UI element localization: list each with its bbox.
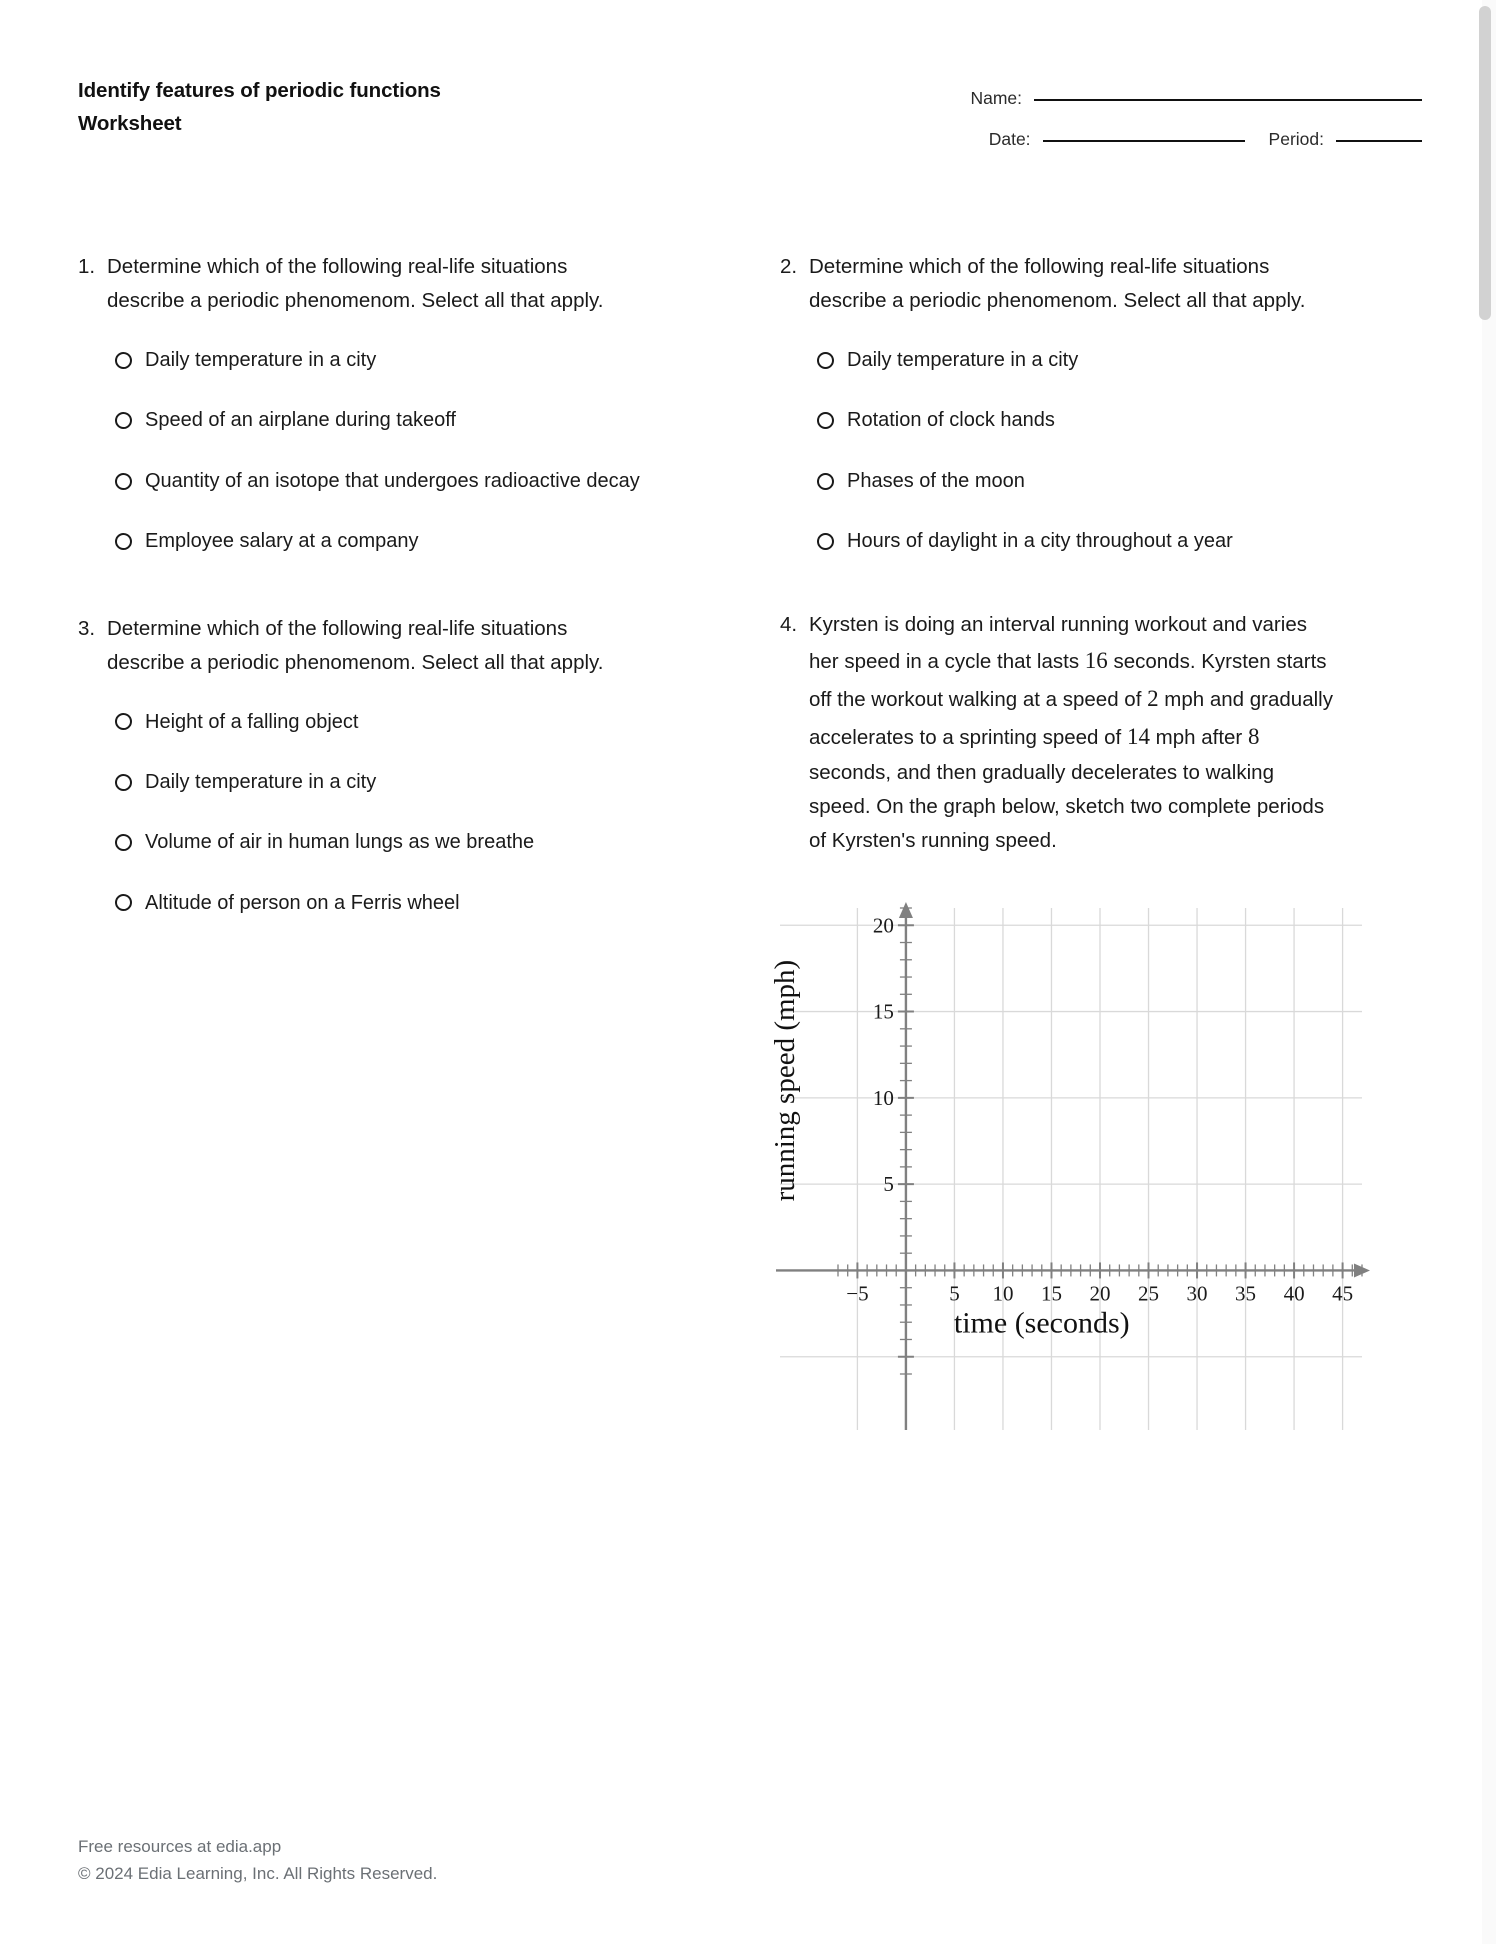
radio-button-icon[interactable]: [115, 834, 132, 851]
questions-container: [78, 250, 1422, 1439]
question-4-number: 4.: [780, 612, 798, 636]
question-4: [770, 608, 1452, 1440]
date-input-line[interactable]: [1043, 140, 1245, 142]
y-axis-label: running speed (mph): [770, 959, 801, 1202]
radio-button-icon[interactable]: [817, 352, 834, 369]
radio-button-icon[interactable]: [817, 473, 834, 490]
math-value: 8: [1247, 723, 1260, 749]
x-axis-tick-label: 45: [1332, 1281, 1354, 1306]
radio-button-icon[interactable]: [115, 533, 132, 550]
option-label: Speed of an airplane during takeoff: [145, 409, 456, 432]
date-period-field-row: [922, 129, 1422, 150]
student-info-fields: [922, 74, 1422, 150]
question-2-prompt-block: [780, 250, 1452, 318]
radio-button-icon[interactable]: [115, 774, 132, 791]
scrollbar-track[interactable]: [1482, 0, 1496, 1944]
period-input-line[interactable]: [1336, 140, 1422, 142]
question-3-option-1[interactable]: [115, 706, 750, 738]
option-label: Volume of air in human lungs as we breathe: [145, 831, 535, 854]
question-2-option-3[interactable]: [817, 465, 1452, 497]
question-1-option-3[interactable]: [115, 465, 675, 497]
name-field-row: [922, 88, 1422, 109]
y-axis-tick-label: 10: [872, 1086, 894, 1111]
question-2-text: Determine which of the following real-life situations describe a periodic phenomenom. Select all that apply.: [809, 255, 1306, 313]
footer-copyright-text: © 2024 Edia Learning, Inc. All Rights Reserved.: [78, 1864, 438, 1884]
prompt-text-segment: seconds. Kyrsten starts off the workout walking at a speed of: [809, 649, 1327, 711]
question-3-option-2[interactable]: [115, 766, 750, 798]
y-axis-tick-label: 15: [872, 999, 894, 1024]
question-1-option-2[interactable]: [115, 404, 750, 436]
option-label: Phases of the moon: [847, 469, 1025, 492]
x-axis-tick-label: 30: [1186, 1281, 1208, 1306]
question-1-option-4[interactable]: [115, 525, 750, 557]
question-3-option-3[interactable]: [115, 826, 750, 858]
math-value: 14: [1126, 723, 1150, 749]
option-label: Daily temperature in a city: [145, 771, 377, 794]
question-4-prompt-block: [780, 608, 1452, 859]
option-label: Daily temperature in a city: [145, 349, 377, 372]
running-speed-graph[interactable]: [770, 894, 1452, 1439]
column-spacer: [780, 558, 1452, 608]
question-3: [78, 612, 750, 920]
page-footer: [78, 1833, 437, 1888]
date-label: Date:: [988, 129, 1031, 149]
radio-button-icon[interactable]: [115, 894, 132, 911]
y-axis-tick-label: 5: [883, 1172, 894, 1197]
question-2: [780, 250, 1452, 558]
question-3-options: [115, 706, 750, 920]
x-axis-tick-label: 15: [1040, 1281, 1062, 1306]
page-title: [78, 74, 441, 140]
radio-button-icon[interactable]: [817, 412, 834, 429]
x-axis-label: time (seconds): [953, 1306, 1130, 1340]
x-axis-tick-label: 40: [1283, 1281, 1305, 1306]
radio-button-icon[interactable]: [817, 533, 834, 550]
question-2-option-2[interactable]: [817, 404, 1452, 436]
x-axis-tick-label: −5: [846, 1281, 869, 1306]
option-label: Daily temperature in a city: [847, 349, 1079, 372]
x-axis-tick-label: 25: [1138, 1281, 1160, 1306]
question-2-option-1[interactable]: [817, 344, 1452, 376]
radio-button-icon[interactable]: [115, 473, 132, 490]
page-title-line-2: Worksheet: [78, 112, 182, 136]
coordinate-plane-svg[interactable]: [770, 894, 1370, 1434]
question-2-number: 2.: [780, 255, 798, 278]
question-3-number: 3.: [78, 616, 96, 640]
footer-resources-text: Free resources at edia.app: [78, 1836, 282, 1856]
column-spacer: [78, 558, 750, 612]
question-2-option-4[interactable]: [817, 525, 1452, 557]
page-header: [78, 0, 1422, 150]
prompt-text-segment: Kyrsten is doing an interval running workout and varies her speed in a cycle that lasts: [809, 612, 1307, 673]
question-1-prompt-block: [78, 250, 750, 318]
question-1-number: 1.: [78, 255, 96, 278]
x-axis-tick-label: 5: [949, 1281, 960, 1306]
question-1: [78, 250, 750, 558]
left-column: [78, 250, 750, 1439]
question-1-options: [115, 344, 750, 558]
x-axis-tick-label: 35: [1235, 1281, 1257, 1306]
scrollbar-thumb[interactable]: [1479, 6, 1491, 320]
question-2-options: [817, 344, 1452, 558]
question-1-option-1[interactable]: [115, 344, 750, 376]
option-label: Quantity of an isotope that undergoes radioactive decay: [145, 469, 640, 492]
math-value: 16: [1084, 647, 1108, 673]
option-label: Hours of daylight in a city throughout a year: [847, 530, 1233, 553]
name-input-line[interactable]: [1034, 99, 1422, 101]
x-axis-tick-label: 20: [1089, 1281, 1111, 1306]
math-value: 2: [1147, 685, 1159, 711]
question-4-text: [809, 608, 1339, 859]
y-axis-tick-label: 20: [872, 913, 894, 938]
x-axis-tick-label: 10: [992, 1281, 1014, 1306]
option-label: Employee salary at a company: [145, 530, 419, 553]
radio-button-icon[interactable]: [115, 352, 132, 369]
radio-button-icon[interactable]: [115, 713, 132, 730]
prompt-text-segment: mph and gradually accelerates to a sprinting speed of: [809, 687, 1333, 749]
prompt-text-segment: seconds, and then gradually decelerates to walking speed. On the graph below, sketch two complete periods of Kyrsten's running speed.: [809, 761, 1325, 853]
y-axis-arrowhead: [899, 902, 913, 918]
name-label: Name:: [970, 88, 1022, 108]
option-label: Altitude of person on a Ferris wheel: [145, 891, 460, 914]
question-1-text: Determine which of the following real-life situations describe a periodic phenomenom. Select all that apply.: [107, 255, 604, 313]
question-3-text: Determine which of the following real-life situations describe a periodic phenomenom. Select all that apply.: [107, 616, 604, 674]
period-label: Period:: [1268, 129, 1324, 149]
question-3-prompt-block: [78, 612, 750, 680]
prompt-text-segment: mph after: [1149, 725, 1248, 749]
page-title-line-1: Identify features of periodic functions: [78, 79, 441, 102]
option-label: Rotation of clock hands: [847, 409, 1055, 432]
radio-button-icon[interactable]: [115, 412, 132, 429]
right-column: [770, 250, 1452, 1439]
question-3-option-4[interactable]: [115, 887, 750, 919]
option-label: Height of a falling object: [145, 710, 359, 733]
